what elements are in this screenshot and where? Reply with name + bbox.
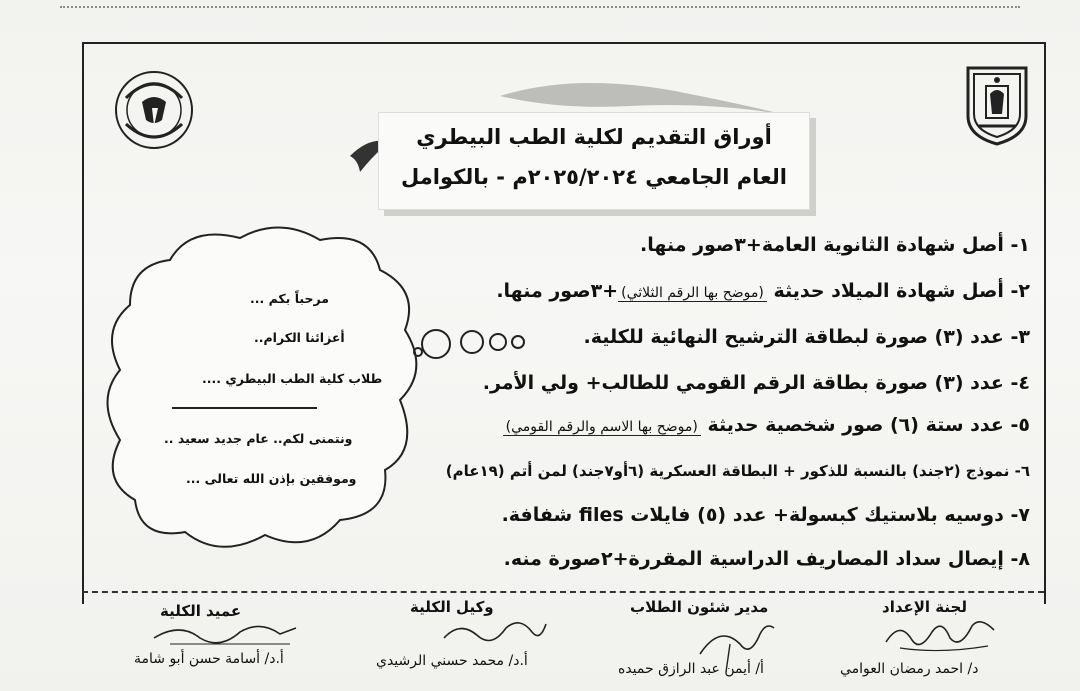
signature-name: أ/ أيمن عبد الرازق حميده <box>618 661 764 677</box>
requirement-item: ٨- إيصال سداد المصاريف الدراسية المقررة+٢صورة منه. <box>503 548 1030 570</box>
top-dotted-rule <box>60 6 1020 8</box>
welcome-line: طلاب كلية الطب البيطري .... <box>202 371 383 386</box>
signature-name: د/ احمد رمضان العوامي <box>840 661 979 677</box>
signature-title: وكيل الكلية <box>410 598 494 616</box>
requirement-item: ٧- دوسيه بلاستيك كبسولة+ عدد (٥) فايلات files شفافة. <box>501 504 1030 526</box>
signature-divider <box>82 591 1044 593</box>
cloud-divider <box>172 407 317 409</box>
signature-scribble <box>440 614 550 654</box>
welcome-line: أعزائنا الكرام.. <box>254 330 345 345</box>
requirement-item: ٤- عدد (٣) صورة بطاقة الرقم القومي للطالب+ ولي الأمر. <box>482 372 1030 394</box>
welcome-cloud <box>100 220 430 555</box>
signature-title: مدير شئون الطلاب <box>630 598 769 616</box>
welcome-line: وموفقين بإذن الله تعالى ... <box>186 471 357 486</box>
signature-scribble <box>690 614 780 674</box>
signature-title: لجنة الإعداد <box>882 598 967 616</box>
signature-title: عميد الكلية <box>160 602 242 620</box>
welcome-line: مرحباً بكم ... <box>250 291 330 306</box>
requirement-item: ٦- نموذج (٢جند) بالنسبة للذكور + البطاقة العسكرية (٦أو٧جند) لمن أتم (١٩عام) <box>445 462 1030 480</box>
faculty-seal-icon <box>112 68 196 152</box>
title-box <box>378 112 810 210</box>
signature-name: أ.د/ أسامة حسن أبو شامة <box>134 651 284 667</box>
university-crest-icon <box>964 64 1030 146</box>
welcome-line: ونتمنى لكم.. عام جديد سعيد .. <box>164 431 353 446</box>
signature-scribble <box>150 618 300 652</box>
document-title: أوراق التقديم لكلية الطب البيطري <box>416 125 772 149</box>
thought-bubbles <box>418 322 528 362</box>
signature-scribble <box>880 612 1000 658</box>
requirement-item: ٥- عدد ستة (٦) صور شخصية حديثة (موضح بها الاسم والرقم القومي) <box>503 414 1030 436</box>
requirement-item: ١- أصل شهادة الثانوية العامة+٣صور منها. <box>640 234 1030 256</box>
signature-name: أ.د/ محمد حسني الرشيدي <box>376 653 528 669</box>
academic-year: العام الجامعي ٢٠٢٥/٢٠٢٤م - بالكوامل <box>401 165 787 189</box>
requirement-item: ٣- عدد (٣) صورة لبطاقة الترشيح النهائية للكلية. <box>583 326 1030 348</box>
requirement-item: ٢- أصل شهادة الميلاد حديثة (موضح بها الرقم الثلاثي)+٣صور منها. <box>496 280 1030 302</box>
